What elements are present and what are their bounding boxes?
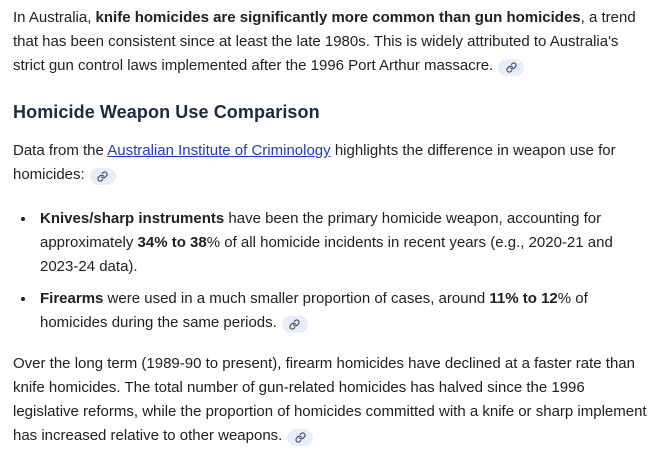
body-text: have been the primary homicide weapon, accounting for approximately [40, 210, 602, 251]
link-icon [506, 62, 517, 73]
link-icon [97, 171, 108, 182]
inline-source-link[interactable]: Australian Institute of Criminology [107, 142, 331, 159]
paragraph-intro [13, 6, 653, 78]
body-text: % of homicides during the same periods. [40, 290, 588, 331]
body-text: In Australia, [13, 9, 96, 26]
body-text: % of all homicide incidents in recent years (e.g., 2020-21 and 2023-24 data). [40, 234, 613, 275]
body-text: were used in a much smaller proportion of cases, around [103, 290, 490, 307]
section-heading: Homicide Weapon Use Comparison [13, 102, 320, 122]
body-text: Data from the [13, 142, 108, 159]
weapon-stats-list [13, 207, 653, 335]
bold-text: Firearms [40, 290, 104, 307]
bold-text: Knives/sharp instruments [40, 210, 225, 227]
body-text: , a trend that has been consistent since at least the late 1980s. This is widely attributed to Australia's strict gun control laws implemented after the 1996 Port Arthur massacre. [13, 9, 636, 74]
link-icon [289, 319, 300, 330]
bold-text: 11% to 12 [489, 290, 558, 307]
list-item-text [40, 290, 588, 331]
citation-chip[interactable] [287, 429, 313, 446]
bullet-dot-icon [21, 297, 25, 301]
body-text: Over the long term (1989-90 to present), firearm homicides have declined at a faster rate than knife homicides. The total number of gun-related homicides has halved since the 1996 legislative reforms, while the proportion of homicides committed with a knife or sharp implement has increased relative to other weapons. [13, 355, 647, 444]
paragraph-data-source [13, 139, 653, 187]
body-text: highlights the difference in weapon use for homicides: [13, 142, 616, 183]
paragraph-long-term [13, 352, 653, 448]
bullet-dot-icon [21, 217, 25, 221]
bold-text: knife homicides are significantly more common than gun homicides [95, 9, 581, 26]
citation-chip[interactable] [498, 59, 524, 76]
answer-body [13, 6, 653, 448]
citation-chip[interactable] [282, 316, 308, 333]
citation-chip[interactable] [90, 168, 116, 185]
list-item-text [40, 210, 613, 275]
link-icon [295, 432, 306, 443]
list-item-firearms [13, 287, 653, 335]
bold-text: 34% to 38 [137, 234, 207, 251]
list-item-knives [13, 207, 653, 279]
